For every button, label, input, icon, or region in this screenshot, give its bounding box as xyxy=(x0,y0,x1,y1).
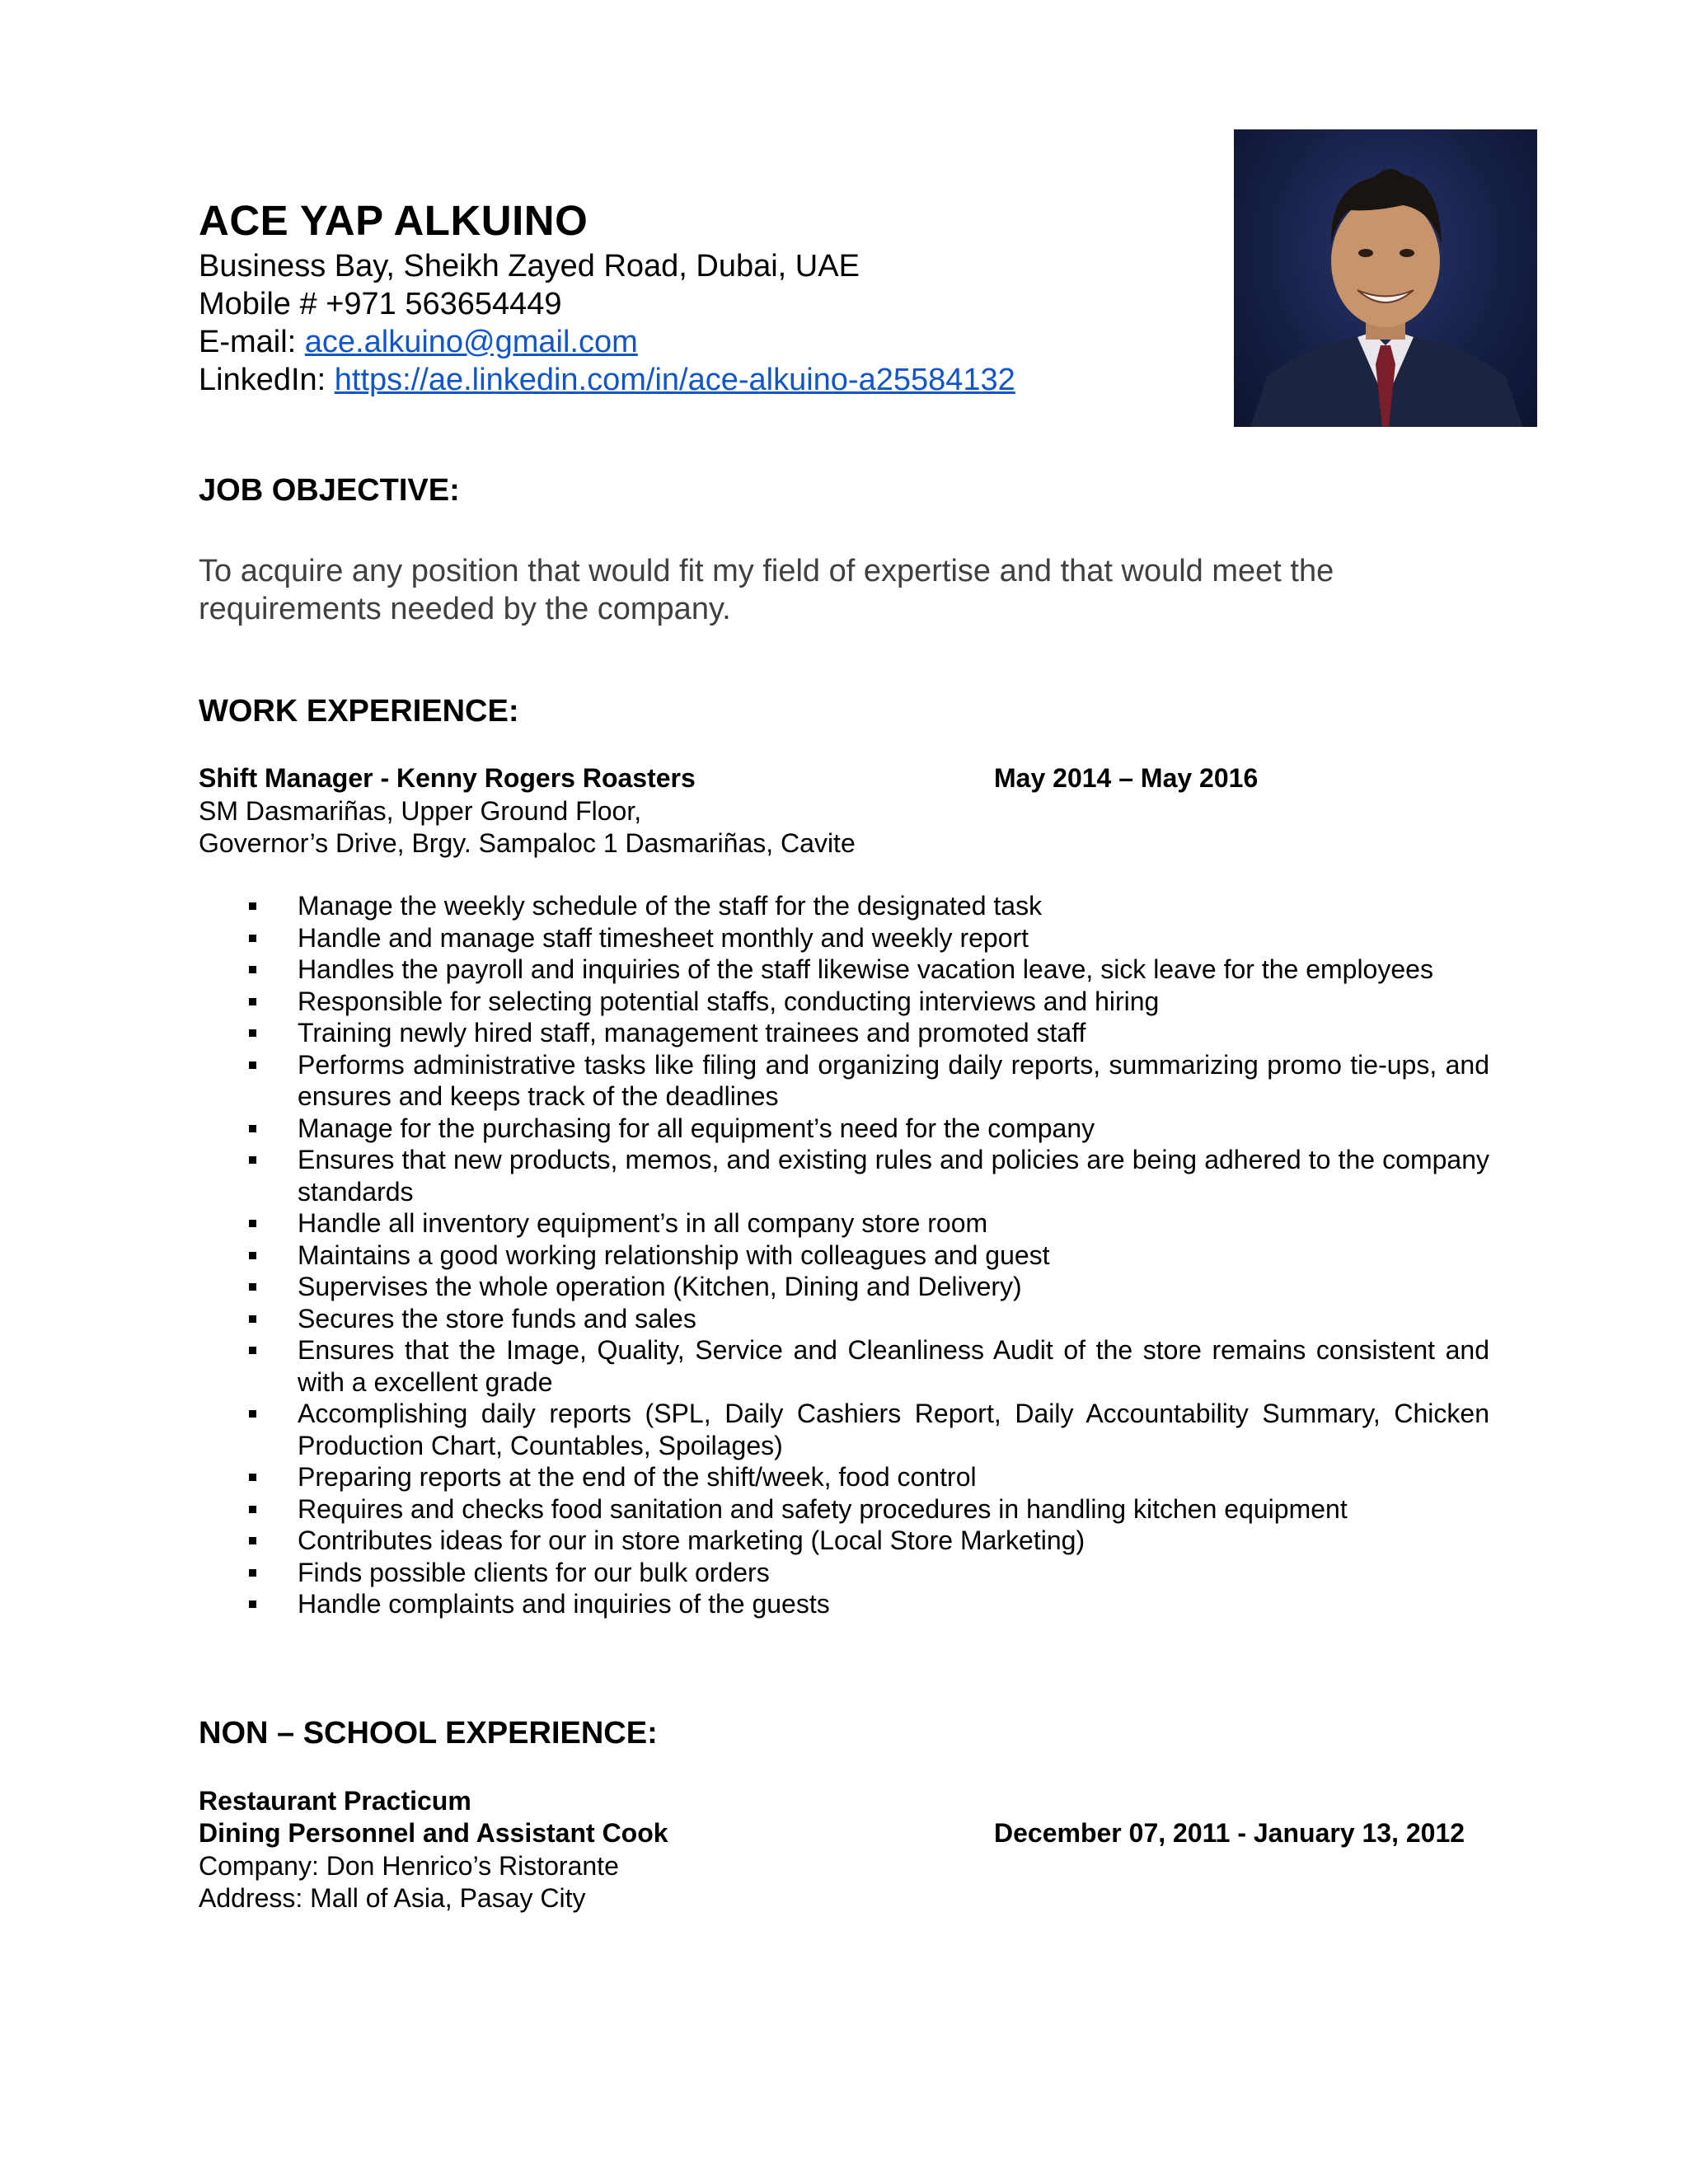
list-item: Ensures that the Image, Quality, Service and Cleanliness Audit of the store remains consistent and with a excellent grade xyxy=(249,1334,1489,1398)
list-item: Secures the store funds and sales xyxy=(249,1303,1489,1335)
job-objective-heading: JOB OBJECTIVE: xyxy=(199,473,460,508)
list-item: Handles the payroll and inquiries of the staff likewise vacation leave, sick leave for the employees xyxy=(249,954,1489,986)
work-experience-heading: WORK EXPERIENCE: xyxy=(199,694,519,729)
list-item: Accomplishing daily reports (SPL, Daily Cashiers Report, Daily Accountability Summary, Chicken Production Chart, Countables, Spoilages) xyxy=(249,1398,1489,1461)
practicum-position: Dining Personnel and Assistant Cook xyxy=(199,1818,668,1848)
list-item: Responsible for selecting potential staffs, conducting interviews and hiring xyxy=(249,986,1489,1018)
list-item: Handle all inventory equipment’s in all company store room xyxy=(249,1207,1489,1240)
practicum-program: Restaurant Practicum xyxy=(199,1786,471,1816)
list-item: Training newly hired staff, management trainees and promoted staff xyxy=(249,1017,1489,1049)
email-line xyxy=(199,323,638,361)
practicum-company: Company: Don Henrico’s Ristorante xyxy=(199,1851,619,1881)
list-item: Maintains a good working relationship with colleagues and guest xyxy=(249,1240,1489,1272)
list-item: Handle complaints and inquiries of the guests xyxy=(249,1588,1489,1620)
work-location-line1: SM Dasmariñas, Upper Ground Floor, xyxy=(199,796,642,826)
address-line: Business Bay, Sheikh Zayed Road, Dubai, UAE xyxy=(199,249,860,284)
list-item: Finds possible clients for our bulk orders xyxy=(249,1557,1489,1589)
work-dates: May 2014 – May 2016 xyxy=(994,763,1259,793)
linkedin-link[interactable]: https://ae.linkedin.com/in/ace-alkuino-a25584132 xyxy=(334,363,1015,397)
linkedin-label: LinkedIn: xyxy=(199,363,335,397)
non-school-experience-heading: NON – SCHOOL EXPERIENCE: xyxy=(199,1716,658,1750)
email-label: E-mail: xyxy=(199,325,305,359)
list-item: Preparing reports at the end of the shift/week, food control xyxy=(249,1461,1489,1493)
list-item: Contributes ideas for our in store marketing (Local Store Marketing) xyxy=(249,1525,1489,1557)
work-responsibilities-list xyxy=(249,890,1489,1620)
list-item: Ensures that new products, memos, and existing rules and policies are being adhered to the company standards xyxy=(249,1144,1489,1207)
profile-photo xyxy=(1234,129,1537,427)
list-item: Performs administrative tasks like filing and organizing daily reports, summarizing promo tie-ups, and ensures and keeps track of the deadlines xyxy=(249,1049,1489,1113)
list-item: Handle and manage staff timesheet monthly and weekly report xyxy=(249,922,1489,954)
linkedin-line xyxy=(199,361,1015,399)
portrait-illustration xyxy=(1234,129,1537,427)
mobile-line: Mobile # +971 563654449 xyxy=(199,287,562,321)
practicum-dates: December 07, 2011 - January 13, 2012 xyxy=(994,1818,1465,1848)
list-item: Supervises the whole operation (Kitchen, Dining and Delivery) xyxy=(249,1271,1489,1303)
practicum-address: Address: Mall of Asia, Pasay City xyxy=(199,1883,586,1913)
list-item: Manage the weekly schedule of the staff for the designated task xyxy=(249,890,1489,922)
job-objective-text: To acquire any position that would fit my field of expertise and that would meet the requirements needed by the company. xyxy=(199,554,1334,626)
candidate-name: ACE YAP ALKUINO xyxy=(199,197,588,244)
work-position: Shift Manager - Kenny Rogers Roasters xyxy=(199,763,696,793)
email-link[interactable]: ace.alkuino@gmail.com xyxy=(304,325,638,359)
list-item: Requires and checks food sanitation and safety procedures in handling kitchen equipment xyxy=(249,1493,1489,1526)
list-item: Manage for the purchasing for all equipment’s need for the company xyxy=(249,1113,1489,1145)
work-location-line2: Governor’s Drive, Brgy. Sampaloc 1 Dasmariñas, Cavite xyxy=(199,828,856,858)
